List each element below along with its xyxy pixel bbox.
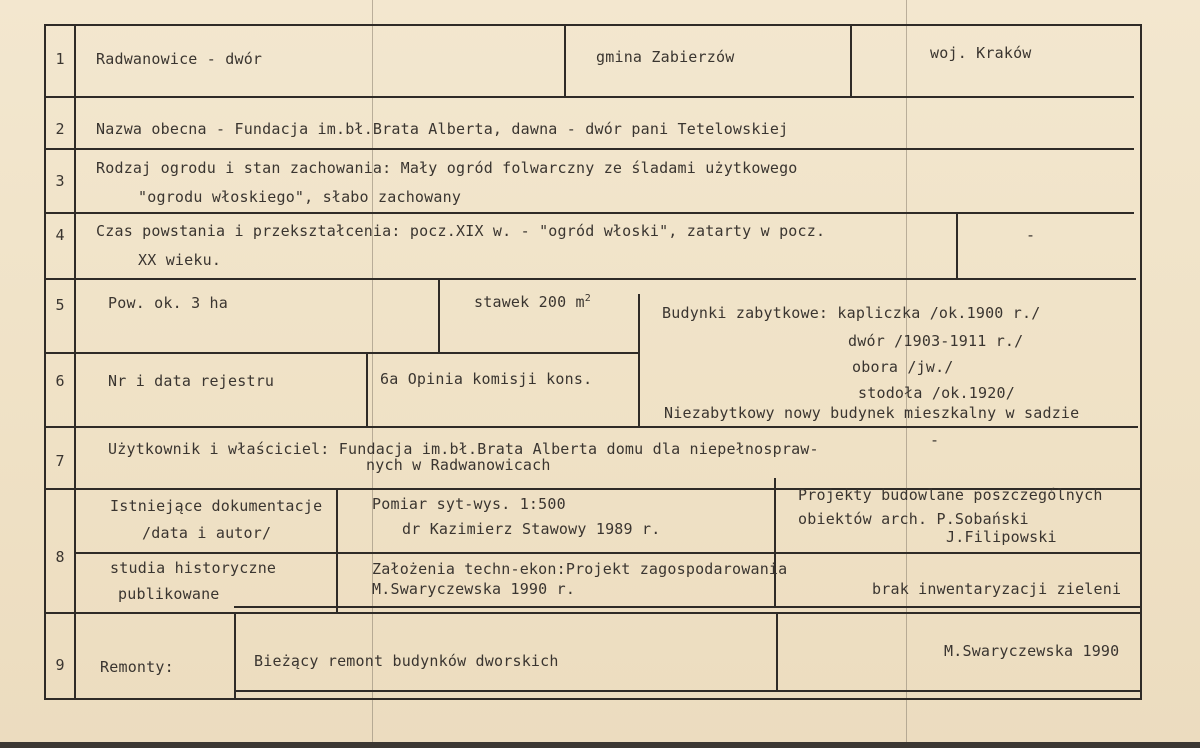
pond-text: stawek 200 m bbox=[474, 293, 585, 311]
voivodeship: woj. Kraków bbox=[930, 44, 1032, 62]
garden-type-line1: Rodzaj ogrodu i stan zachowania: Mały ogród folwarczny ze śladami użytkowego bbox=[96, 159, 798, 177]
rule bbox=[438, 280, 440, 354]
gmina: gmina Zabierzów bbox=[596, 48, 735, 66]
card-edge-shadow bbox=[0, 742, 1200, 748]
repairs-author: M.Swaryczewska 1990 bbox=[944, 642, 1120, 660]
assumptions-line2: M.Swaryczewska 1990 r. bbox=[372, 580, 576, 598]
row-number: 1 bbox=[55, 50, 65, 68]
origin-side-dash: - bbox=[1026, 226, 1036, 244]
garden-type-line2: "ogrodu włoskiego", słabo zachowany bbox=[138, 188, 462, 206]
assumptions-line1: Założenia techn-ekon:Projekt zagospodarowania bbox=[372, 560, 788, 578]
rule bbox=[44, 278, 1136, 280]
pond-unit-sup: 2 bbox=[584, 293, 592, 304]
origin-line2: XX wieku. bbox=[138, 251, 222, 269]
rule bbox=[366, 352, 368, 426]
studies-line1: studia historyczne bbox=[110, 559, 277, 577]
row-number: 2 bbox=[55, 120, 65, 138]
survey-line2: dr Kazimierz Stawowy 1989 r. bbox=[402, 520, 661, 538]
buildings-line2: dwór /1903-1911 r./ bbox=[848, 332, 1024, 350]
buildings-line4: stodoła /ok.1920/ bbox=[858, 384, 1015, 402]
row-number: 8 bbox=[55, 548, 65, 566]
rule bbox=[44, 698, 1142, 700]
area: Pow. ok. 3 ha bbox=[108, 294, 228, 312]
rule bbox=[236, 690, 1140, 692]
row-number: 3 bbox=[55, 172, 65, 190]
buildings-line3: obora /jw./ bbox=[852, 358, 954, 376]
rule bbox=[44, 96, 1134, 98]
commission-opinion-label: 6a Opinia komisji kons. bbox=[380, 370, 593, 388]
rule bbox=[564, 24, 566, 96]
rule bbox=[638, 294, 640, 426]
rule bbox=[776, 612, 778, 692]
row-number: 9 bbox=[55, 656, 65, 674]
rule bbox=[850, 24, 852, 96]
documentation-line2: /data i autor/ bbox=[142, 524, 272, 542]
owner-side-dash: - bbox=[930, 431, 940, 449]
row-number: 5 bbox=[55, 296, 65, 314]
owner-line1: Użytkownik i właściciel: Fundacja im.bł.Brata Alberta domu dla niepełnospraw- bbox=[108, 440, 819, 458]
register-label: Nr i data rejestru bbox=[108, 372, 275, 390]
rule bbox=[234, 606, 1140, 608]
rule bbox=[44, 426, 1138, 428]
repairs-text: Bieżący remont budynków dworskich bbox=[254, 652, 559, 670]
row-number: 7 bbox=[55, 452, 65, 470]
rule bbox=[44, 212, 1134, 214]
place-name: Radwanowice - dwór bbox=[96, 50, 263, 68]
rule bbox=[74, 24, 76, 700]
pond bbox=[474, 289, 591, 312]
row-number: 6 bbox=[55, 372, 65, 390]
origin-line1: Czas powstania i przekształcenia: pocz.XIX w. - "ogród włoski", zatarty w pocz. bbox=[96, 222, 826, 240]
projects-line2: obiektów arch. P.Sobański bbox=[798, 510, 1029, 528]
rule bbox=[234, 612, 236, 698]
documentation-line1: Istniejące dokumentacje bbox=[110, 497, 323, 515]
rule bbox=[1140, 24, 1142, 700]
current-name: Nazwa obecna - Fundacja im.bł.Brata Alberta, dawna - dwór pani Tetelowskiej bbox=[96, 120, 789, 138]
owner-line2: nych w Radwanowicach bbox=[366, 456, 551, 474]
row-number: 4 bbox=[55, 226, 65, 244]
rule bbox=[44, 148, 1134, 150]
rule bbox=[44, 24, 1142, 26]
projects-line3: J.Filipowski bbox=[946, 528, 1057, 546]
rule bbox=[956, 212, 958, 278]
rule bbox=[336, 490, 338, 612]
greenery-note: brak inwentaryzacji zieleni bbox=[872, 580, 1122, 598]
rule bbox=[44, 352, 640, 354]
repairs-label: Remonty: bbox=[100, 658, 174, 676]
fold-line bbox=[372, 0, 373, 748]
rule bbox=[774, 478, 776, 608]
buildings-line1: Budynki zabytkowe: kapliczka /ok.1900 r./ bbox=[662, 304, 1041, 322]
survey-line1: Pomiar syt-wys. 1:500 bbox=[372, 495, 566, 513]
studies-line2: publikowane bbox=[118, 585, 220, 603]
buildings-line5: Niezabytkowy nowy budynek mieszkalny w sadzie bbox=[664, 404, 1080, 422]
rule bbox=[76, 552, 1140, 554]
projects-line1: Projekty budowlane poszczególnych bbox=[798, 486, 1103, 504]
rule bbox=[44, 612, 1140, 614]
